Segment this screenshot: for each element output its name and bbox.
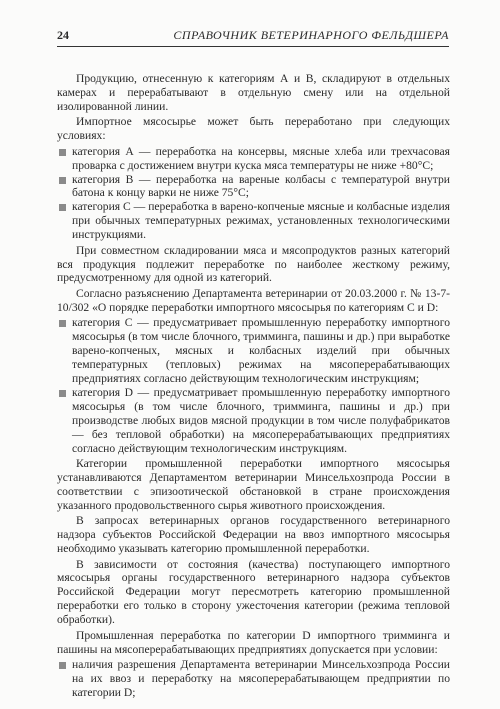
running-title: СПРАВОЧНИК ВЕТЕРИНАРНОГО ФЕЛЬДШЕРА bbox=[173, 28, 449, 42]
page-body bbox=[57, 72, 450, 701]
bullet-list bbox=[57, 145, 450, 242]
list-item: категория D — предусматривает промышленную переработку импортного мясосырья (в том числе блочного, тримминга, пашины и др.) при производстве любых видов мясной продукции в том числе полуфабрикатов — без тепловой обработки) на мясоперерабатывающих предприятиях согласно действующим технологическим инструкциям. bbox=[57, 386, 450, 456]
paragraph: Продукцию, отнесенную к категориям А и В, складируют в отдельных камерах и перерабатывают в отдельную смену или на отдельной изолированной линии. bbox=[57, 72, 450, 113]
paragraph: В зависимости от состояния (качества) поступающего импортного мясосырья органы государственного ветеринарного надзора субъектов Российской Федерации могут пересмотреть категорию промышленной переработки его только в сторону ужесточения категории (режима тепловой обработки). bbox=[57, 557, 450, 627]
list-item: категория А — переработка на консервы, мясные хлеба или трехчасовая проварка с достижением внутри куска мяса температуры не ниже +80°С; bbox=[57, 145, 450, 173]
paragraph: Согласно разъяснению Департамента ветеринарии от 20.03.2000 г. № 13-7-10/302 «О порядке переработки импортного мясосырья по категориям С и D: bbox=[57, 286, 450, 314]
paragraph: Импортное мясосырье может быть переработано при следующих условиях: bbox=[57, 115, 450, 143]
bullet-list bbox=[57, 658, 450, 700]
list-item: категория В — переработка на вареные колбасы с температурой внутри батона к концу варки не ниже 75°С; bbox=[57, 173, 450, 201]
list-item: категория С — предусматривает промышленную переработку импортного мясосырья (в том числе блочного, тримминга, пашины и др.) при выработке варено-копченых, мясных и колбасных изделий при обычных температурных (тепловых) режимах на мясоперерабатывающих предприятиях согласно действующим технологическим инструкциям; bbox=[57, 316, 450, 386]
page-number: 24 bbox=[57, 28, 69, 42]
list-item: наличия разрешения Департамента ветеринарии Минсельхозпрода России на их ввоз и переработку на мясоперерабатывающем предприятии по категории D; bbox=[57, 658, 450, 700]
paragraph: При совместном складировании мяса и мясопродуктов разных категорий вся продукция подлежит переработке по наиболее жесткому режиму, предусмотренному для одной из категорий. bbox=[57, 243, 450, 285]
page-header bbox=[57, 28, 449, 47]
bullet-list bbox=[57, 316, 450, 455]
paragraph: В запросах ветеринарных органов государственного ветеринарного надзора субъектов Российской Федерации на ввоз импортного мясосырья необходимо указывать категорию промышленной переработки. bbox=[57, 514, 450, 556]
paragraph: Категории промышленной переработки импортного мясосырья устанавливаются Департаментом ветеринарии Минсельхозпрода России в соответствии с эпизоотической обстановкой в стране происхождения указанного продовольственного сырья животного происхождения. bbox=[57, 457, 450, 512]
list-item: категория С — переработка в варено-копченые мясные и колбасные изделия при обычных температурных режимах, установленных технологическими инструкциями. bbox=[57, 200, 450, 242]
paragraph: Промышленная переработка по категории D импортного тримминга и пашины на мясоперерабатывающих предприятиях допускается при условии: bbox=[57, 628, 450, 656]
